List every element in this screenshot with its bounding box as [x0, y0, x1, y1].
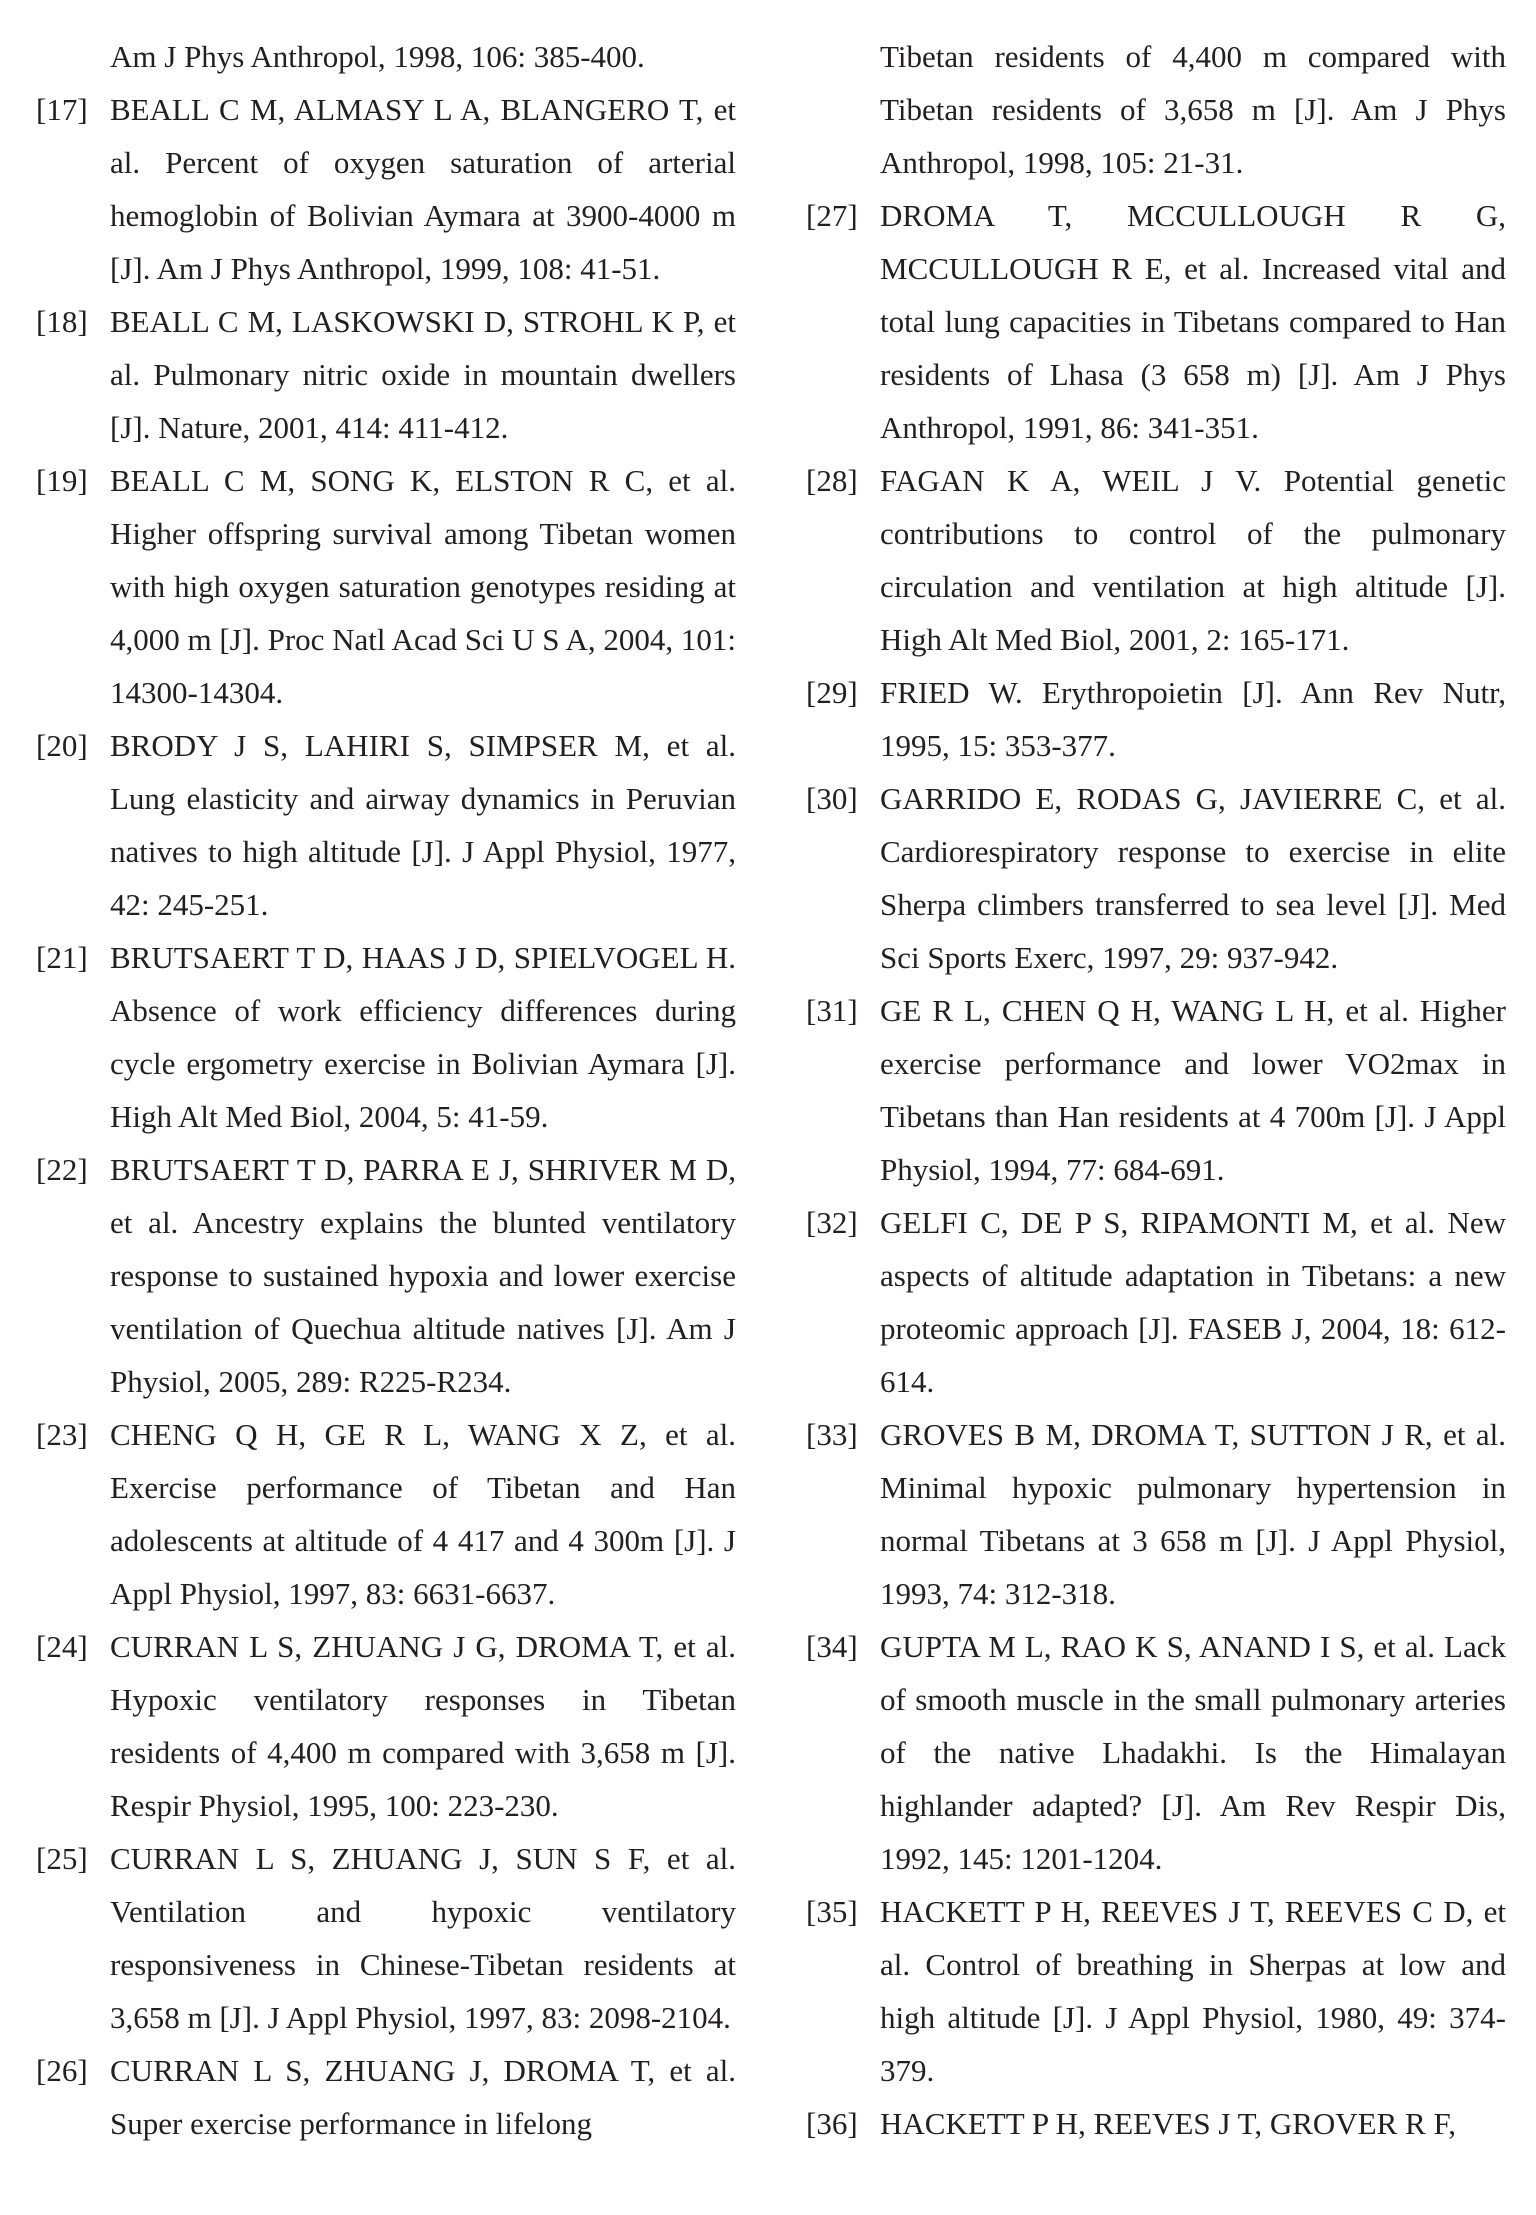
- reference-number: [31]: [806, 993, 858, 1028]
- reference-text: Am J Phys Anthropol, 1998, 106: 385-400.: [110, 39, 645, 74]
- reference-text: BRODY J S, LAHIRI S, SIMPSER M, et al. Lung elasticity and airway dynamics in Peruvian natives to high altitude [J]. J Appl Physiol, 1977, 42: 245-251.: [110, 728, 736, 922]
- reference-text: Tibetan residents of 4,400 m compared with Tibetan residents of 3,658 m [J]. Am J Phys Anthropol, 1998, 105: 21-31.: [880, 39, 1506, 180]
- reference-entry: [36, 2044, 736, 2150]
- reference-entry: [36, 30, 736, 83]
- reference-text: BEALL C M, LASKOWSKI D, STROHL K P, et al. Pulmonary nitric oxide in mountain dwellers [J]. Nature, 2001, 414: 411-412.: [110, 304, 736, 445]
- reference-text: CURRAN L S, ZHUANG J, SUN S F, et al. Ventilation and hypoxic ventilatory responsiveness in Chinese-Tibetan residents at 3,658 m [J]. J Appl Physiol, 1997, 83: 2098-2104.: [110, 1841, 736, 2035]
- reference-text: CURRAN L S, ZHUANG J G, DROMA T, et al. Hypoxic ventilatory responses in Tibetan residents of 4,400 m compared with 3,658 m [J]. Respir Physiol, 1995, 100: 223-230.: [110, 1629, 736, 1823]
- reference-text: BRUTSAERT T D, PARRA E J, SHRIVER M D, et al. Ancestry explains the blunted ventilatory response to sustained hypoxia and lower exercise ventilation of Quechua altitude natives [J]. Am J Physiol, 2005, 289: R225-R234.: [110, 1152, 736, 1399]
- reference-number: [19]: [36, 463, 88, 498]
- reference-number: [20]: [36, 728, 88, 763]
- reference-entry: [36, 1143, 736, 1408]
- reference-text: BEALL C M, SONG K, ELSTON R C, et al. Higher offspring survival among Tibetan women with high oxygen saturation genotypes residing at 4,000 m [J]. Proc Natl Acad Sci U S A, 2004, 101: 14300-14304.: [110, 463, 736, 710]
- reference-entry: [36, 1408, 736, 1620]
- reference-entry: [36, 83, 736, 295]
- reference-text: HACKETT P H, REEVES J T, GROVER R F,: [880, 2106, 1456, 2141]
- reference-entry: [36, 1832, 736, 2044]
- reference-text: GROVES B M, DROMA T, SUTTON J R, et al. Minimal hypoxic pulmonary hypertension in normal Tibetans at 3 658 m [J]. J Appl Physiol, 1993, 74: 312-318.: [880, 1417, 1506, 1611]
- reference-entry: [806, 666, 1506, 772]
- reference-number: [17]: [36, 92, 88, 127]
- reference-entry: [36, 295, 736, 454]
- reference-entry: [806, 1408, 1506, 1620]
- reference-text: GARRIDO E, RODAS G, JAVIERRE C, et al. Cardiorespiratory response to exercise in elite Sherpa climbers transferred to sea level [J]. Med Sci Sports Exerc, 1997, 29: 937-942.: [880, 781, 1506, 975]
- reference-entry: [806, 1885, 1506, 2097]
- reference-number: [22]: [36, 1152, 88, 1187]
- reference-text: GE R L, CHEN Q H, WANG L H, et al. Higher exercise performance and lower VO2max in Tibetans than Han residents at 4 700m [J]. J Appl Physiol, 1994, 77: 684-691.: [880, 993, 1506, 1187]
- reference-number: [34]: [806, 1629, 858, 1664]
- reference-text: CHENG Q H, GE R L, WANG X Z, et al. Exercise performance of Tibetan and Han adolescents at altitude of 4 417 and 4 300m [J]. J Appl Physiol, 1997, 83: 6631-6637.: [110, 1417, 736, 1611]
- reference-entry: [806, 454, 1506, 666]
- reference-number: [23]: [36, 1417, 88, 1452]
- reference-number: [25]: [36, 1841, 88, 1876]
- reference-number: [35]: [806, 1894, 858, 1929]
- reference-text: DROMA T, MCCULLOUGH R G, MCCULLOUGH R E, et al. Increased vital and total lung capacities in Tibetans compared to Han residents of Lhasa (3 658 m) [J]. Am J Phys Anthropol, 1991, 86: 341-351.: [880, 198, 1506, 445]
- reference-number: [32]: [806, 1205, 858, 1240]
- reference-number: [21]: [36, 940, 88, 975]
- reference-entry: [36, 719, 736, 931]
- reference-entry: [806, 1196, 1506, 1408]
- reference-number: [24]: [36, 1629, 88, 1664]
- reference-entry: [806, 189, 1506, 454]
- reference-text: GELFI C, DE P S, RIPAMONTI M, et al. New aspects of altitude adaptation in Tibetans: a new proteomic approach [J]. FASEB J, 2004, 18: 612-614.: [880, 1205, 1506, 1399]
- reference-number: [29]: [806, 675, 858, 710]
- right-column: [806, 30, 1506, 2150]
- reference-text: GUPTA M L, RAO K S, ANAND I S, et al. Lack of smooth muscle in the small pulmonary arteries of the native Lhadakhi. Is the Himalayan highlander adapted? [J]. Am Rev Respir Dis, 1992, 145: 1201-1204.: [880, 1629, 1506, 1876]
- reference-text: BEALL C M, ALMASY L A, BLANGERO T, et al. Percent of oxygen saturation of arterial hemoglobin of Bolivian Aymara at 3900-4000 m [J]. Am J Phys Anthropol, 1999, 108: 41-51.: [110, 92, 736, 286]
- reference-number: [18]: [36, 304, 88, 339]
- reference-entry: [36, 1620, 736, 1832]
- reference-entry: [806, 772, 1506, 984]
- reference-text: HACKETT P H, REEVES J T, REEVES C D, et al. Control of breathing in Sherpas at low and high altitude [J]. J Appl Physiol, 1980, 49: 374-379.: [880, 1894, 1506, 2088]
- reference-entry: [36, 931, 736, 1143]
- reference-entry: [806, 30, 1506, 189]
- reference-entry: [806, 1620, 1506, 1885]
- left-column: [36, 30, 736, 2150]
- reference-text: CURRAN L S, ZHUANG J, DROMA T, et al. Super exercise performance in lifelong: [110, 2053, 736, 2141]
- reference-number: [26]: [36, 2053, 88, 2088]
- reference-number: [27]: [806, 198, 858, 233]
- reference-text: BRUTSAERT T D, HAAS J D, SPIELVOGEL H. Absence of work efficiency differences during cycle ergometry exercise in Bolivian Aymara [J]. High Alt Med Biol, 2004, 5: 41-59.: [110, 940, 736, 1134]
- reference-number: [28]: [806, 463, 858, 498]
- reference-text: FAGAN K A, WEIL J V. Potential genetic contributions to control of the pulmonary circulation and ventilation at high altitude [J]. High Alt Med Biol, 2001, 2: 165-171.: [880, 463, 1506, 657]
- reference-text: FRIED W. Erythropoietin [J]. Ann Rev Nutr, 1995, 15: 353-377.: [880, 675, 1506, 763]
- reference-number: [33]: [806, 1417, 858, 1452]
- reference-entry: [806, 2097, 1506, 2150]
- reference-entry: [806, 984, 1506, 1196]
- reference-number: [36]: [806, 2106, 858, 2141]
- reference-number: [30]: [806, 781, 858, 816]
- reference-entry: [36, 454, 736, 719]
